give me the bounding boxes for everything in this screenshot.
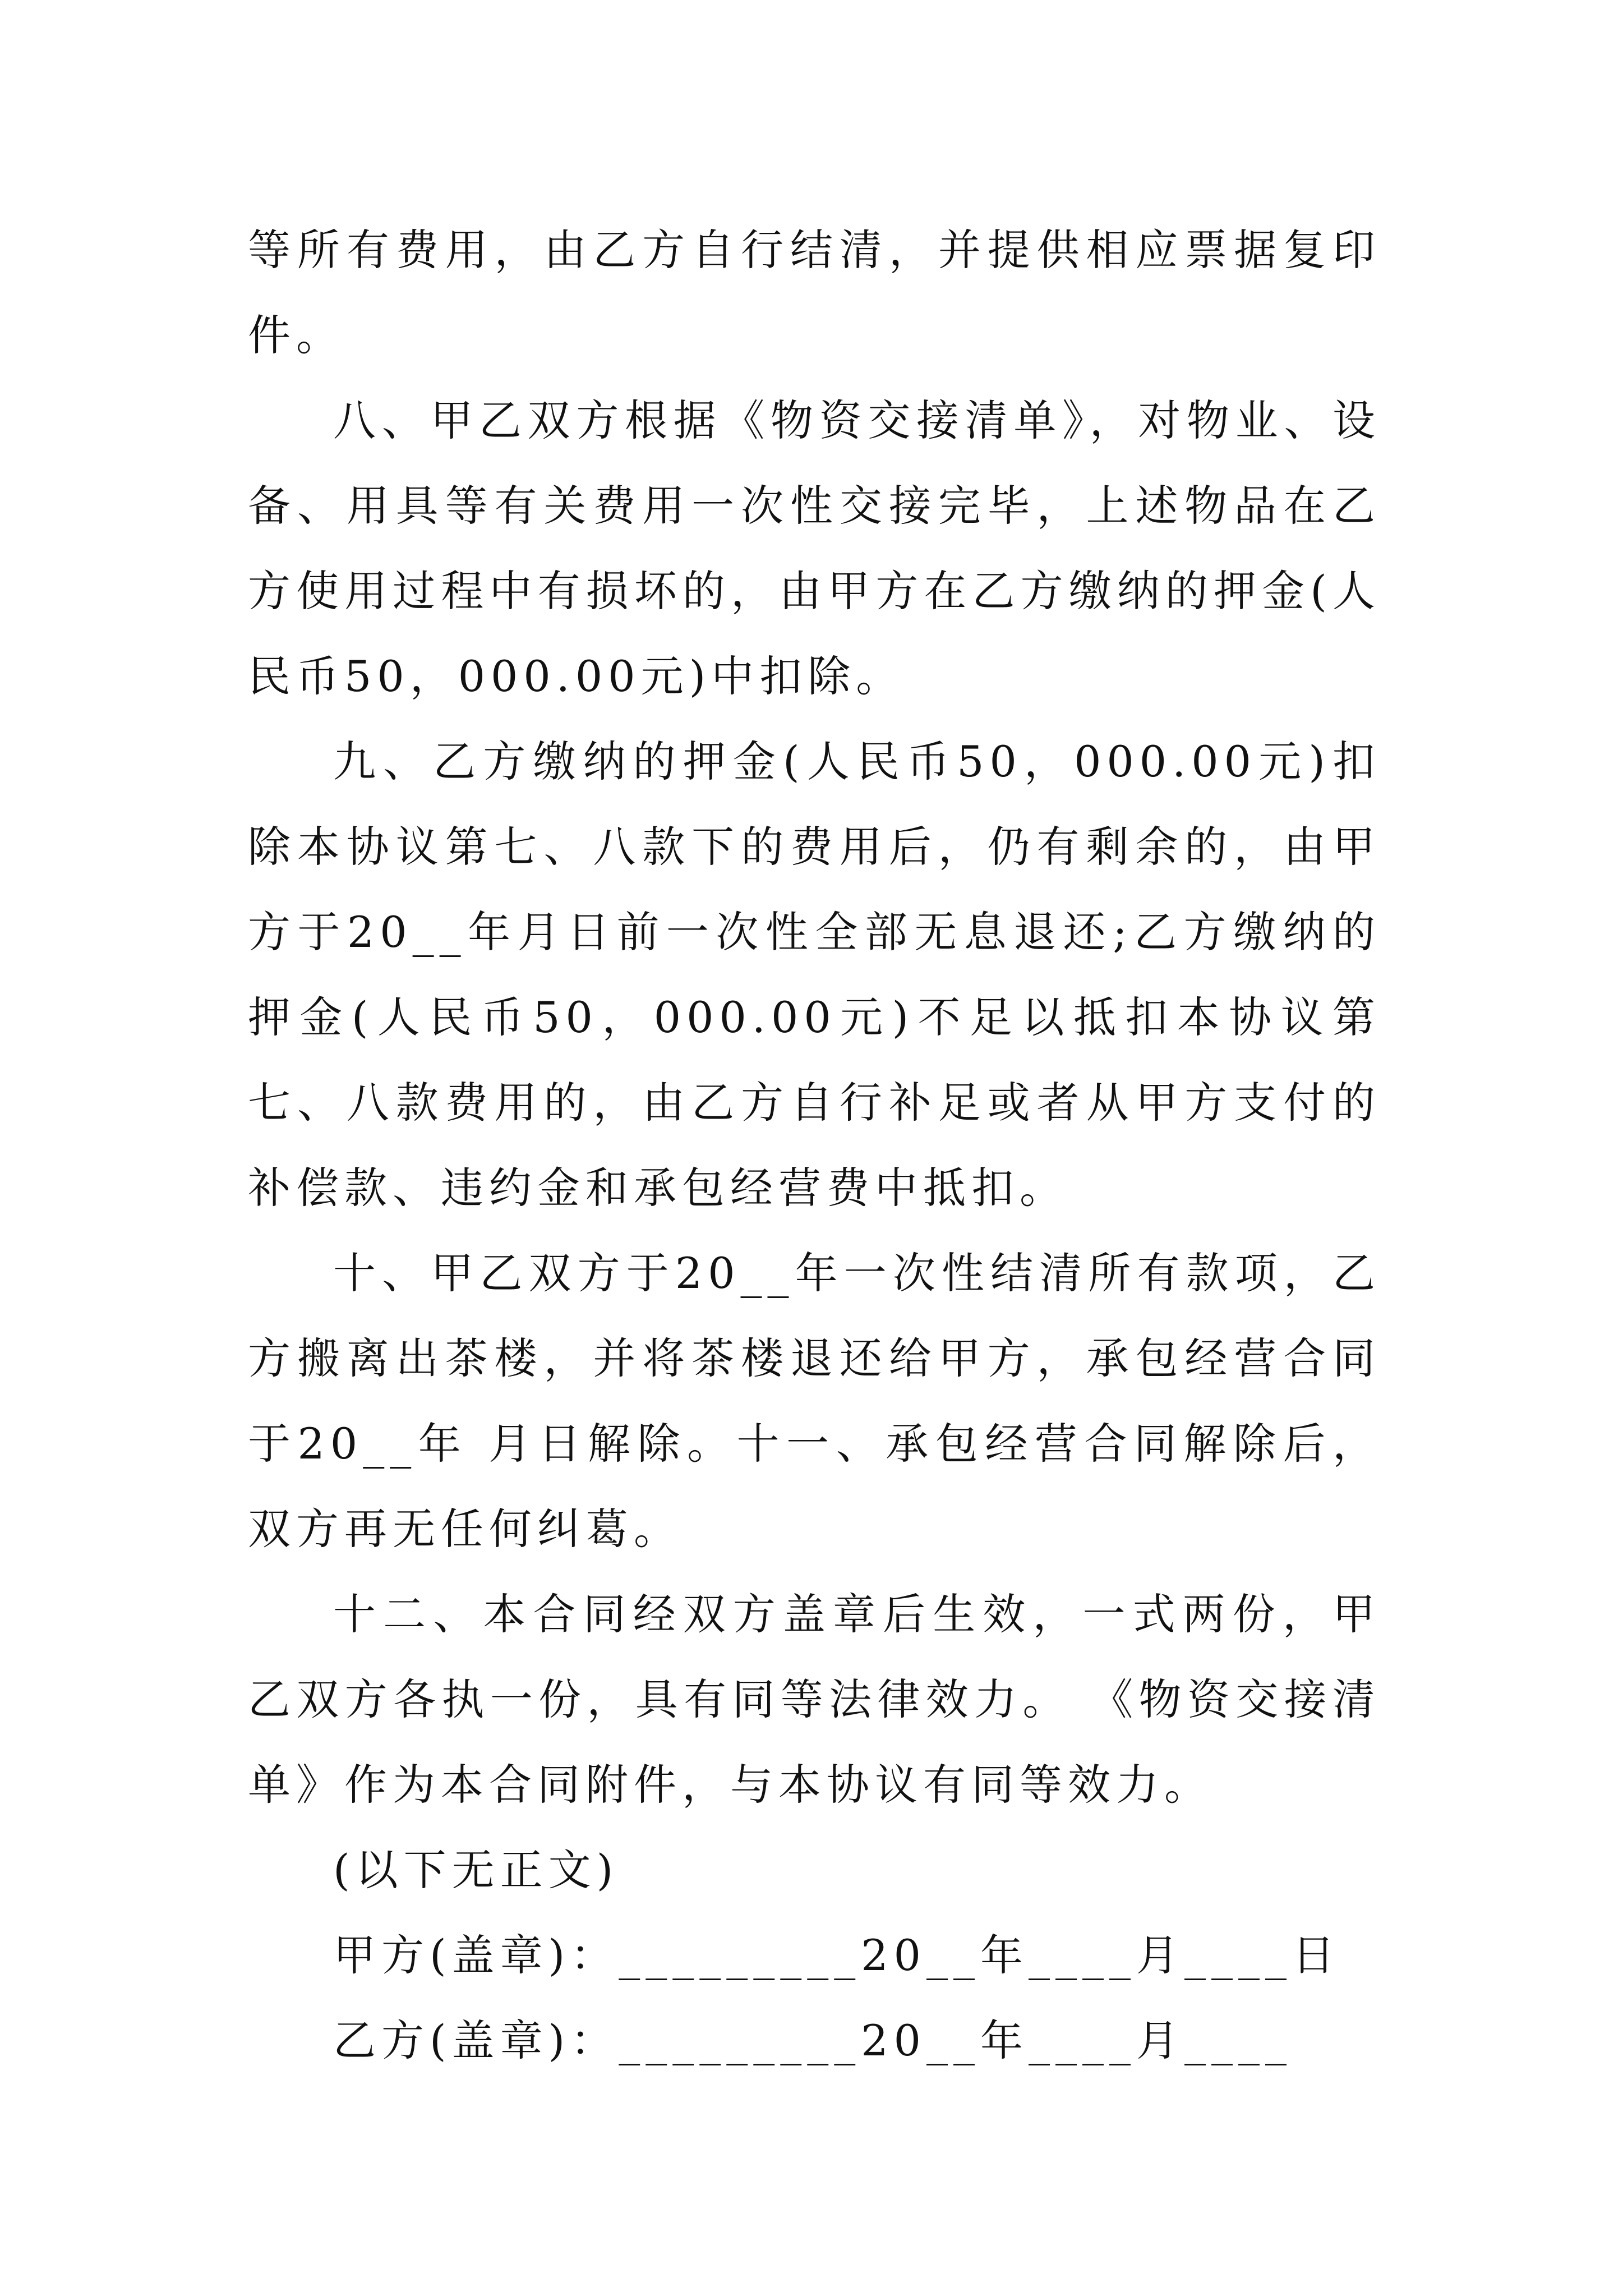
party-a-signature-line: 甲方(盖章)：_________20__年____月____日 <box>333 1930 1341 1980</box>
paragraph-fees-settlement: 等所有费用，由乙方自行结清，并提供相应票据复印件。 <box>248 225 1381 360</box>
closing-note: (以下无正文) <box>333 1845 619 1895</box>
document-body <box>248 208 1381 2083</box>
paragraph-clause-10-11: 十、甲乙双方于20__年一次性结清所有款项，乙方搬离出茶楼，并将茶楼退还给甲方，承包经营合同于20__年 月日解除。十一、承包经营合同解除后，双方再无任何纠葛。 <box>248 1248 1381 1554</box>
paragraph-clause-8: 八、甲乙双方根据《物资交接清单》，对物业、设备、用具等有关费用一次性交接完毕，上述物品在乙方使用过程中有损坏的，由甲方在乙方缴纳的押金(人民币50，000.00元)中扣除。 <box>248 395 1381 701</box>
paragraph-clause-9: 九、乙方缴纳的押金(人民币50，000.00元)扣除本协议第七、八款下的费用后，仍有剩余的，由甲方于20__年月日前一次性全部无息退还;乙方缴纳的押金(人民币50，000.00元)不足以抵扣本协议第七、八款费用的，由乙方自行补足或者从甲方支付的补偿款、违约金和承包经营费中抵扣。 <box>248 737 1381 1213</box>
paragraph-clause-12: 十二、本合同经双方盖章后生效，一式两份，甲乙双方各执一份，具有同等法律效力。 《物资交接清单》作为本合同附件，与本协议有同等效力。 <box>248 1589 1381 1810</box>
party-b-signature-line: 乙方(盖章)：_________20__年____月____ <box>333 2016 1293 2065</box>
